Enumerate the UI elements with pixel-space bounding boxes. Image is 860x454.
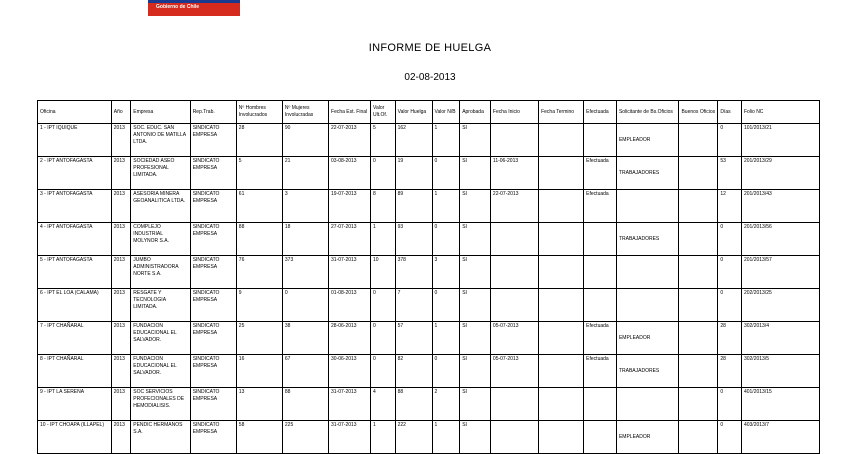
table-cell: SI: [460, 157, 491, 190]
table-cell: 22-07-2013: [329, 124, 371, 157]
table-cell: 3 - IPT ANTOFAGASTA: [38, 190, 112, 223]
table-cell: SINDICATO EMPRESA: [190, 124, 236, 157]
column-header: Oficina: [38, 101, 112, 124]
table-cell: 201/2013/43: [741, 190, 819, 223]
table-cell: SINDICATO EMPRESA: [190, 388, 236, 421]
table-cell: EMPLEADOR: [616, 421, 679, 454]
column-header: Aprobada: [460, 101, 491, 124]
table-cell: [679, 157, 718, 190]
table-cell: COMPLEJO INDUSTRIAL MOLYNOR S.A.: [131, 223, 190, 256]
table-cell: 9: [236, 289, 282, 322]
table-cell: [584, 223, 617, 256]
table-row: [38, 289, 820, 322]
table-cell: [616, 190, 679, 223]
table-cell: Efectuada: [584, 322, 617, 355]
column-header: Solicitante de Bs.Oficios: [616, 101, 679, 124]
table-cell: 19-07-2013: [329, 190, 371, 223]
table-cell: 0: [718, 256, 742, 289]
table-cell: [539, 355, 584, 388]
table-row: [38, 256, 820, 289]
table-cell: 30-06-2013: [329, 355, 371, 388]
column-header: Año: [111, 101, 130, 124]
table-row: [38, 124, 820, 157]
table-cell: 8 - IPT CHAÑARAL: [38, 355, 112, 388]
table-cell: 76: [236, 256, 282, 289]
table-cell: [539, 157, 584, 190]
table-row: [38, 355, 820, 388]
table-cell: 0: [371, 157, 396, 190]
table-cell: 2013: [111, 421, 130, 454]
gobierno-logo: [148, 0, 240, 16]
table-cell: 11-06-2013: [490, 157, 538, 190]
table-cell: RESGATE Y TECNOLOGIA LIMITADA.: [131, 289, 190, 322]
table-cell: 0: [432, 157, 460, 190]
column-header: Valor N/B: [432, 101, 460, 124]
column-header: Fecha Est. Final: [329, 101, 371, 124]
table-cell: 0: [432, 289, 460, 322]
table-cell: 201/2013/57: [741, 256, 819, 289]
table-row: [38, 388, 820, 421]
column-header: Fecha Termino: [539, 101, 584, 124]
table-cell: JUMBO ADMINISTRADORA NORTE S.A.: [131, 256, 190, 289]
column-header: Valor Huelga: [395, 101, 432, 124]
table-cell: 2013: [111, 256, 130, 289]
table-cell: 5: [236, 157, 282, 190]
table-cell: 4 - IPT ANTOFAGASTA: [38, 223, 112, 256]
table-cell: 1: [432, 421, 460, 454]
table-cell: 201/2013/29: [741, 157, 819, 190]
table-cell: 88: [236, 223, 282, 256]
table-cell: 401/2013/15: [741, 388, 819, 421]
table-cell: FUNDACION EDUCACIONAL EL SALVADOR.: [131, 355, 190, 388]
table-cell: 53: [718, 157, 742, 190]
table-cell: SOCIEDAD ASEO PROFESIONAL LIMITADA.: [131, 157, 190, 190]
table-cell: 0: [718, 223, 742, 256]
table-cell: SINDICATO EMPRESA: [190, 355, 236, 388]
table-cell: [584, 289, 617, 322]
column-header: Buenos Oficios: [679, 101, 718, 124]
table-cell: 10 - IPT CHOAPA (ILLAPEL): [38, 421, 112, 454]
table-cell: 1: [432, 322, 460, 355]
table-cell: [584, 124, 617, 157]
table-cell: [539, 421, 584, 454]
table-cell: TRABAJADORES: [616, 223, 679, 256]
table-cell: 88: [282, 388, 328, 421]
table-cell: 2013: [111, 289, 130, 322]
table-cell: TRABAJADORES: [616, 355, 679, 388]
table-cell: 90: [282, 124, 328, 157]
table-cell: 162: [395, 124, 432, 157]
table-cell: 28: [718, 355, 742, 388]
table-cell: 58: [236, 421, 282, 454]
table-row: [38, 421, 820, 454]
table-cell: 302/2013/4: [741, 322, 819, 355]
table-cell: [584, 388, 617, 421]
logo-text: Gobierno de Chile: [156, 4, 200, 10]
table-cell: 28: [718, 322, 742, 355]
table-cell: 2013: [111, 388, 130, 421]
table-cell: [679, 190, 718, 223]
table-cell: SI: [460, 223, 491, 256]
table-cell: 8: [371, 190, 396, 223]
column-header: Folio NC: [741, 101, 819, 124]
table-cell: SI: [460, 289, 491, 322]
table-cell: Efectuada: [584, 190, 617, 223]
column-header: Nº Mujeres Involucradas: [282, 101, 328, 124]
table-cell: [490, 124, 538, 157]
table-cell: [539, 322, 584, 355]
table-cell: FUNDACION EDUCACIONAL EL SALVADOR.: [131, 322, 190, 355]
table-cell: 373: [282, 256, 328, 289]
table-cell: 13: [236, 388, 282, 421]
table-cell: 1: [432, 124, 460, 157]
table-cell: 57: [395, 322, 432, 355]
table-cell: 0: [371, 322, 396, 355]
table-cell: PENDIC HERMANOS S.A.: [131, 421, 190, 454]
table-cell: [539, 190, 584, 223]
table-cell: 2013: [111, 157, 130, 190]
table-cell: [679, 124, 718, 157]
table-body: [38, 124, 820, 454]
table-cell: 2: [432, 388, 460, 421]
table-cell: EMPLEADOR: [616, 322, 679, 355]
table-cell: [539, 256, 584, 289]
table-cell: 101/2013/21: [741, 124, 819, 157]
table-cell: TRABAJADORES: [616, 157, 679, 190]
table-row: [38, 157, 820, 190]
table-cell: [679, 421, 718, 454]
table-cell: 0: [371, 355, 396, 388]
table-cell: 3: [282, 190, 328, 223]
table-cell: [584, 421, 617, 454]
table-cell: 1: [432, 190, 460, 223]
table-cell: 03-08-2013: [329, 157, 371, 190]
strike-report-table: [37, 100, 820, 454]
table-cell: SINDICATO EMPRESA: [190, 157, 236, 190]
table-cell: [490, 421, 538, 454]
table-cell: [539, 388, 584, 421]
table-cell: [616, 388, 679, 421]
table-cell: 201/2013/56: [741, 223, 819, 256]
table-cell: 5: [371, 124, 396, 157]
table-cell: [616, 289, 679, 322]
table-cell: [679, 355, 718, 388]
table-cell: SI: [460, 355, 491, 388]
column-header: Efectuada: [584, 101, 617, 124]
table-cell: SINDICATO EMPRESA: [190, 256, 236, 289]
table-cell: 6 - IPT EL LOA (CALAMA): [38, 289, 112, 322]
table-cell: 28-06-2013: [329, 322, 371, 355]
table-cell: [539, 223, 584, 256]
column-header: Nº Hombres Involucrados: [236, 101, 282, 124]
table-cell: 222: [395, 421, 432, 454]
table-cell: 27-07-2013: [329, 223, 371, 256]
table-cell: 2013: [111, 190, 130, 223]
table-cell: 05-07-2013: [490, 355, 538, 388]
column-header: Fecha Inicio: [490, 101, 538, 124]
table-row: [38, 322, 820, 355]
table-cell: 0: [282, 289, 328, 322]
column-header: Valor Ult.Of.: [371, 101, 396, 124]
table-cell: 0: [432, 223, 460, 256]
table-cell: Efectuada: [584, 157, 617, 190]
table-cell: SI: [460, 388, 491, 421]
table-cell: [679, 256, 718, 289]
table-cell: SINDICATO EMPRESA: [190, 421, 236, 454]
table-cell: SI: [460, 190, 491, 223]
table-cell: 88: [395, 388, 432, 421]
table-cell: 31-07-2013: [329, 421, 371, 454]
report-date: 02-08-2013: [404, 72, 456, 83]
table-cell: 21: [282, 157, 328, 190]
table-cell: 9 - IPT LA SERENA: [38, 388, 112, 421]
table-cell: 67: [282, 355, 328, 388]
table-cell: Efectuada: [584, 355, 617, 388]
table-cell: 0: [432, 355, 460, 388]
table-cell: 31-07-2013: [329, 256, 371, 289]
table-cell: [679, 388, 718, 421]
table-cell: 01-08-2013: [329, 289, 371, 322]
table-cell: 1: [371, 223, 396, 256]
column-header: Días: [718, 101, 742, 124]
table-cell: 10: [371, 256, 396, 289]
table-cell: 403/2013/7: [741, 421, 819, 454]
table-cell: 16: [236, 355, 282, 388]
table-cell: 93: [395, 223, 432, 256]
table-cell: 1: [371, 421, 396, 454]
table-row: [38, 223, 820, 256]
table-cell: 3: [432, 256, 460, 289]
table-cell: 7 - IPT CHAÑARAL: [38, 322, 112, 355]
table-cell: 89: [395, 190, 432, 223]
table-cell: 0: [718, 421, 742, 454]
table-cell: 5 - IPT ANTOFAGASTA: [38, 256, 112, 289]
table-cell: ASESORIA MINERA GEOANALITICA LTDA.: [131, 190, 190, 223]
table-cell: SOC. EDUC. SAN ANTONIO DE MATILLA LTDA.: [131, 124, 190, 157]
table-cell: SINDICATO EMPRESA: [190, 322, 236, 355]
table-cell: 25: [236, 322, 282, 355]
table-cell: [539, 124, 584, 157]
table-cell: 2013: [111, 355, 130, 388]
table-cell: 05-07-2013: [490, 322, 538, 355]
table-cell: SINDICATO EMPRESA: [190, 289, 236, 322]
table-cell: [616, 256, 679, 289]
table-cell: 2013: [111, 322, 130, 355]
table-cell: SINDICATO EMPRESA: [190, 223, 236, 256]
table-header-row: [38, 101, 820, 124]
table-cell: 22-07-2013: [490, 190, 538, 223]
table-cell: SI: [460, 421, 491, 454]
column-header: Empresa: [131, 101, 190, 124]
table-row: [38, 190, 820, 223]
table-cell: 12: [718, 190, 742, 223]
table-cell: 19: [395, 157, 432, 190]
table-cell: 7: [395, 289, 432, 322]
table-cell: 0: [718, 388, 742, 421]
table-cell: SI: [460, 256, 491, 289]
table-cell: [490, 388, 538, 421]
table-cell: 0: [371, 289, 396, 322]
table-cell: [679, 223, 718, 256]
table-cell: SI: [460, 124, 491, 157]
table-cell: 1 - IPT IQUIQUE: [38, 124, 112, 157]
table-cell: SOC SERVICIOS PROFECIONALES DE HEMODIALISIS.: [131, 388, 190, 421]
report-title: INFORME DE HUELGA: [368, 42, 492, 54]
column-header: Rep.Trab.: [190, 101, 236, 124]
table-cell: EMPLEADOR: [616, 124, 679, 157]
table-cell: 28: [236, 124, 282, 157]
table-cell: [490, 256, 538, 289]
table-cell: SI: [460, 322, 491, 355]
table-cell: 2013: [111, 223, 130, 256]
table-cell: 2 - IPT ANTOFAGASTA: [38, 157, 112, 190]
table-cell: [679, 322, 718, 355]
table-cell: 202/2013/25: [741, 289, 819, 322]
table-cell: 225: [282, 421, 328, 454]
table-cell: [490, 223, 538, 256]
table-cell: 0: [718, 289, 742, 322]
table-cell: 61: [236, 190, 282, 223]
table-cell: 4: [371, 388, 396, 421]
table-cell: 38: [282, 322, 328, 355]
table-cell: 378: [395, 256, 432, 289]
table-cell: [539, 289, 584, 322]
table-cell: 31-07-2013: [329, 388, 371, 421]
table-cell: 0: [718, 124, 742, 157]
table-cell: SINDICATO EMPRESA: [190, 190, 236, 223]
table-cell: [584, 256, 617, 289]
table-cell: 82: [395, 355, 432, 388]
table-cell: [679, 289, 718, 322]
table-cell: 302/2013/5: [741, 355, 819, 388]
table-cell: 18: [282, 223, 328, 256]
table-cell: [490, 289, 538, 322]
table-cell: 2013: [111, 124, 130, 157]
